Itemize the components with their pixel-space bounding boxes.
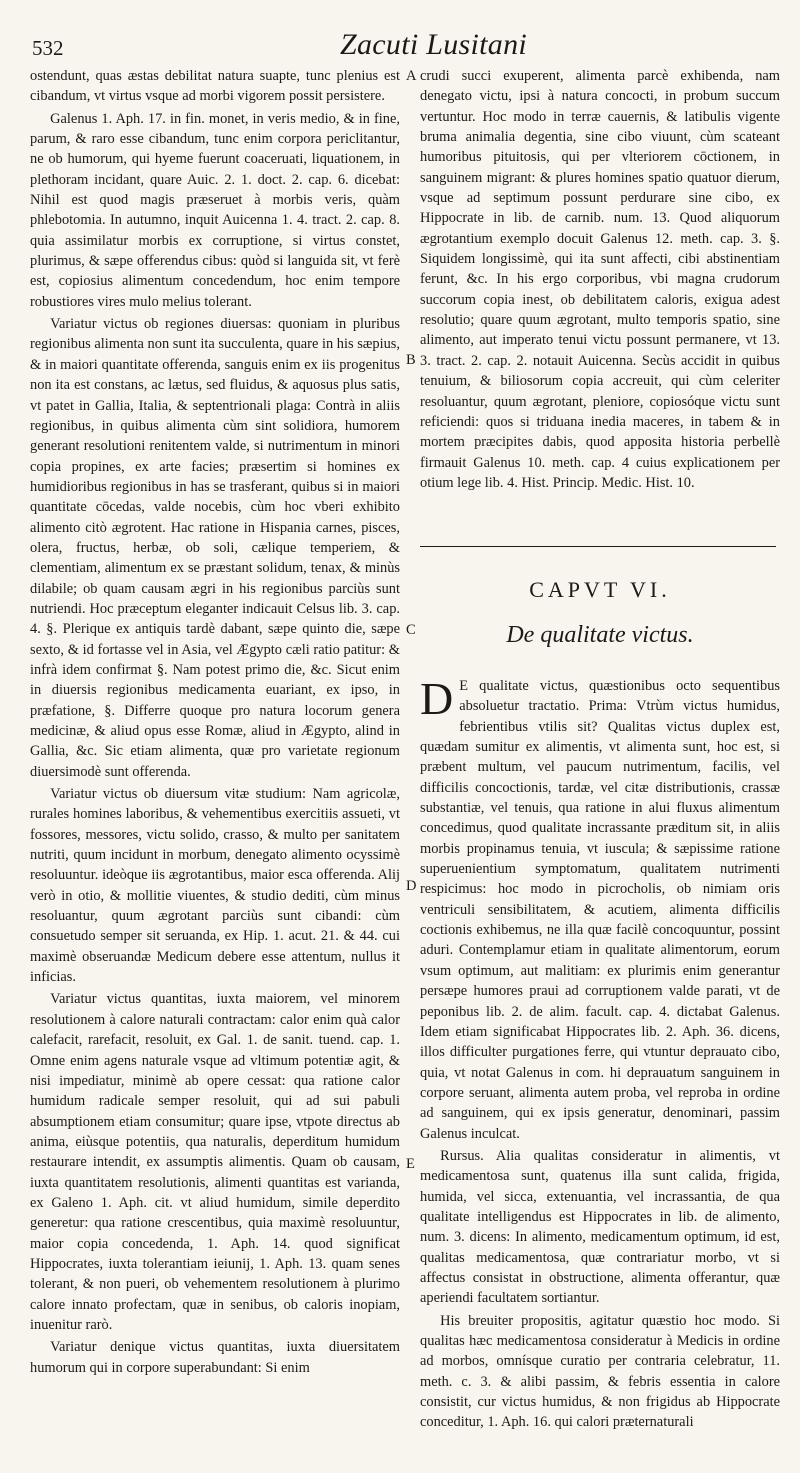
paragraph: His breuiter propositis, agitatur quæstio hoc modo. Si qualitas hæc medicamentosa consideratur à Medicis in ordine ad morbos, omnísque curatio per contraria celebratur, 11. meth. c. 3. & alibi passim, & febris essentia in calore consistit, cur victus humidus, & non frigidus ab Hippocrate conceditur, 1. Aph. 16. qui calori præternaturali: [420, 1312, 780, 1431]
page-number: 532: [32, 36, 64, 60]
section-divider: [420, 546, 776, 547]
margin-marker-b: B: [406, 352, 416, 368]
paragraph: Variatur denique victus quantitas, iuxta diuersitatem humorum qui in corpore superabundant: Si enim: [30, 1339, 400, 1376]
paragraph-text: E qualitate victus, quæstionibus octo sequentibus absoluetur tractatio. Prima: Vtrùm victus humidus, febrientibus vtilis sit? Qualitas victus duplex est, quædam sumitur ex alimentis, vt alimenta sunt, hoc est, si præbent multum, vel paucum nutrimentum, facilis, vel difficilis concoctionis, tardæ, vel citæ distributionis, crassæ substantiæ, vel tenuis, qua ratione in alui fluxus alimentum concedimus, quod qualitate incrassante præditum sit, in aliis morbis propinamus tenuia, vt iuscula; & sæpissime ratione superuenientium symptomatum, qualitatem nutrimenti respicimus: hoc modo in picrocholis, ob nimiam oris ventriculi sensibilitatem, & acutiem, alimenta difficilis coctionis exhibemus, ne illa quæ facilè concoquuntur, possint aduri. Contemplamur etiam in qualitate alimentorum, eorum vsum optimum, aut malitiam: ex plurimis enim generantur persæpe humores praui ad corruptionem valde parati, vt de peponibus lib. 2. de alim. facult. cap. 4. dictabat Galenus. Idem etiam significabat Hippocrates lib. 2. Aph. 36. dicens, illos difficulter purgationes ferre, qui vtuntur deprauato cibo, quia, vt notat Galenus in com. hi deprauatum sanguinem in corpore seruant, alimenta autem proba, vel reproba in ordine ad sanguinem, qui ex ipsis generatur, denominari, passim Galenus inculcat.: [420, 678, 780, 1142]
drop-cap: D: [420, 673, 454, 724]
margin-marker-a: A: [406, 68, 417, 84]
paragraph: Rursus. Alia qualitas consideratur in alimentis, vt medicamentosa sunt, quatenus illa sunt calida, frigida, humida, vel sicca, extenuantia, vel incrassantia, de qua qualitate intelligendus est Hippocrates in lib. de alimento, num. 3. dicens: In alimento, medicamentum optimum, id est, qualitas medicamentosa, quæ contrariatur morbo, vt si affectus consistat in obstructione, alimenta offerantur, quæ aperiendi facultatem sortiantur.: [420, 1147, 780, 1307]
left-column: [30, 66, 400, 1378]
paragraph: crudi succi exuperent, alimenta parcè exhibenda, nam denegato victu, ipsi à natura concocti, in probum succum vertuntur. Hoc modo in terræ cauernis, & latibulis vigente bruma animalia degentia, sine cibo viuunt, cùm scateant humoribus pituitosis, qui per vlteriorem cōctionem, in sanguinem migrant: & plures homines spatio quatuor dierum, vsque ad septimum possunt perdurare sine cibo, ex Hippocrate in lib. de carnib. num. 13. Quod aliquorum ægrotantium exemplo docuit Galenus 12. meth. cap. 3. §. Siquidem longissimè, qui ita sunt affecti, cibi abstinentiam ferunt, &c. In his ergo corporibus, vbi magna crudorum succorum copia inest, ob debilitatem caloris, exigua adest resolutio; quare quum ægrotant, multo temporis spatio, sine alimento, aut imperato tenui victu possunt permanere, vt 13. 3. tract. 2. cap. 2. notauit Auicenna. Secùs accidit in quibus tenuium, & biliosorum copia accreuit, qui cùm celeriter resoluantur, quum ægrotant, pleniore, copiosóque victu sunt reficiendi: quos si triduana inedia maceres, in tabem & in mortem præcipites dabis, quod apposita historia perbellè firmauit Galenus 10. meth. cap. 4 cuius explicationem per otium lege lib. 4. Hist. Princip. Medic. Hist. 10.: [420, 68, 780, 491]
running-head: Zacuti Lusitani: [340, 28, 528, 61]
right-column-lower: [420, 673, 780, 1433]
paragraph: ostendunt, quas æstas debilitat natura suapte, tunc plenius est cibandum, vt virtus vsque ad morbi vigorem possit persistere.: [30, 68, 400, 105]
right-column-upper: [420, 66, 780, 493]
paragraph: Variatur victus ob diuersum vitæ studium: Nam agricolæ, rurales homines laboribus, & vehementibus exercitiis assueti, vt fossores, messores, victu solido, crasso, & multo per sanitatem nutriti, quum incidunt in morbum, denegato alimento ocyssimè resoluuntur. ideòque iis ægrotantibus, maior esca offerenda. Alij verò in otio, & mollitie viuentes, & studio dediti, cùm minus resoluantur, quum ægrotant parciùs sunt cibandi: cùm consuetudo semper sit seruanda, ex Hip. 1. acut. 21. & 44. cui maximè obseruandæ Medicum debere esse attentum, nullus it inficias.: [30, 786, 400, 986]
margin-marker-e: E: [406, 1156, 415, 1172]
paragraph: Galenus 1. Aph. 17. in fin. monet, in veris medio, & in fine, parum, & raro esse cibandum, tunc enim corpora periclitantur, ne ob humorum, qui hyeme fuerunt coaceruati, liquationem, in plethoram incidant, quare Auic. 2. 1. doct. 2. cap. 6. dicebat: Nihil est quod magis præseruet à morbis veris, quàm phlebotomia. In autumno, inquit Auicenna 1. 4. tract. 2. cap. 8. quia assimilatur morbis ex corruptione, si virtus constet, plurimus, & sæpe offerendus cibus: quòd si languida sit, vt ferè est, copiosius alimentum concedendum, hoc enim tempore robustiores vires mulo melius tolerant.: [30, 110, 400, 310]
chapter-subtitle: De qualitate victus.: [506, 622, 694, 648]
paragraph: [420, 673, 780, 1144]
margin-marker-d: D: [406, 878, 417, 894]
paragraph: Variatur victus ob regiones diuersas: quoniam in pluribus regionibus alimenta non sunt ita succulenta, quare in his sæpius, & in maiori quantitate offerenda, sanguis enim ex iis progenitus non ita est constans, ac lætus, sed fluidus, & aquosus plus satis, vt patet in Gallia, Italia, & septentrionali plaga: Contrà in aliis regionibus, in quibus alimenta cùm sint solidiora, humorem generant resolutioni renitentem valde, si nutrimentum in minori copia propines, ex arte facies; præsertim si homines ex humidioribus regionibus in has se trasferant, quibus si in maiori quantitate cōcedas, valde nocebis, cùm hoc vberi exhibito alimento citò ægrotent. Hac ratione in Hispania carnes, pisces, olera, fructus, herbæ, ob soli, cælique temperiem, & clementiam, alimentum ex se præstant solidum, tenax, & minùs dilabile; ob quam causam ægri in his regionibus parciùs sunt nutriendi. Hoc præceptum eleganter indicauit Celsus lib. 3. cap. 4. §. Plerique ex antiquis tardè dabant, sæpe quinto die, sæpe sexto, & id fortasse vel in Asia, vel Ægypto cæli ratio patitur: & infrà idem confirmat §. Nam potest primo die, &c. Sicut enim in diuersis regionibus medicamenta euariant, ex ipso, in præfatione, §. Differre quoque pro natura locorum genera medicinæ, & aliud opus esse Romæ, aliud in Ægypto, alind in Gallia, &c. Sic etiam alimenta, quæ pro varietate regionum diuersimodè sunt offerenda.: [30, 316, 400, 780]
paragraph: Variatur victus quantitas, iuxta maiorem, vel minorem resolutionem à calore naturali contractam: calor enim quà calor calefacit, rarefacit, resoluit, ex Gal. 1. de sanit. tuend. cap. 1. Omne enim agens naturale vsque ad vltimum potentiæ agit, & nisi impediatur, minimè ab opere cessat: qua ratione calor humidum radicale semper resoluit, qui ad sui pabuli absumptionem etiam consumitur; quare ipse, vtpote directus ab anima, eiùsque potentiis, qua naturalis, deperditum humidum restaurare intendit, ex assumptis alimentis. Quam ob causam, iuxta quantitatem resolutionis, alimenti quantitas est varianda, ex Galeno 1. Aph. cit. vt aliud humidum, simile deperdito generetur: qua ratione crescentibus, quia maximè resoluuntur, maior copia concedenda, 1. Aph. 14. quod significat Hippocrates, iuxta tolerantiam ieiunij, 1. Aph. 13. quam senes tolerant, & non pueri, ob vehementem resolutionem à plurimo calore innato profectam, quæ in senibus, ob caloris inopiam, inuenitur rarò.: [30, 991, 400, 1333]
chapter-title: CAPVT VI.: [529, 577, 671, 602]
margin-marker-c: C: [406, 622, 416, 638]
page-header: [0, 28, 800, 68]
